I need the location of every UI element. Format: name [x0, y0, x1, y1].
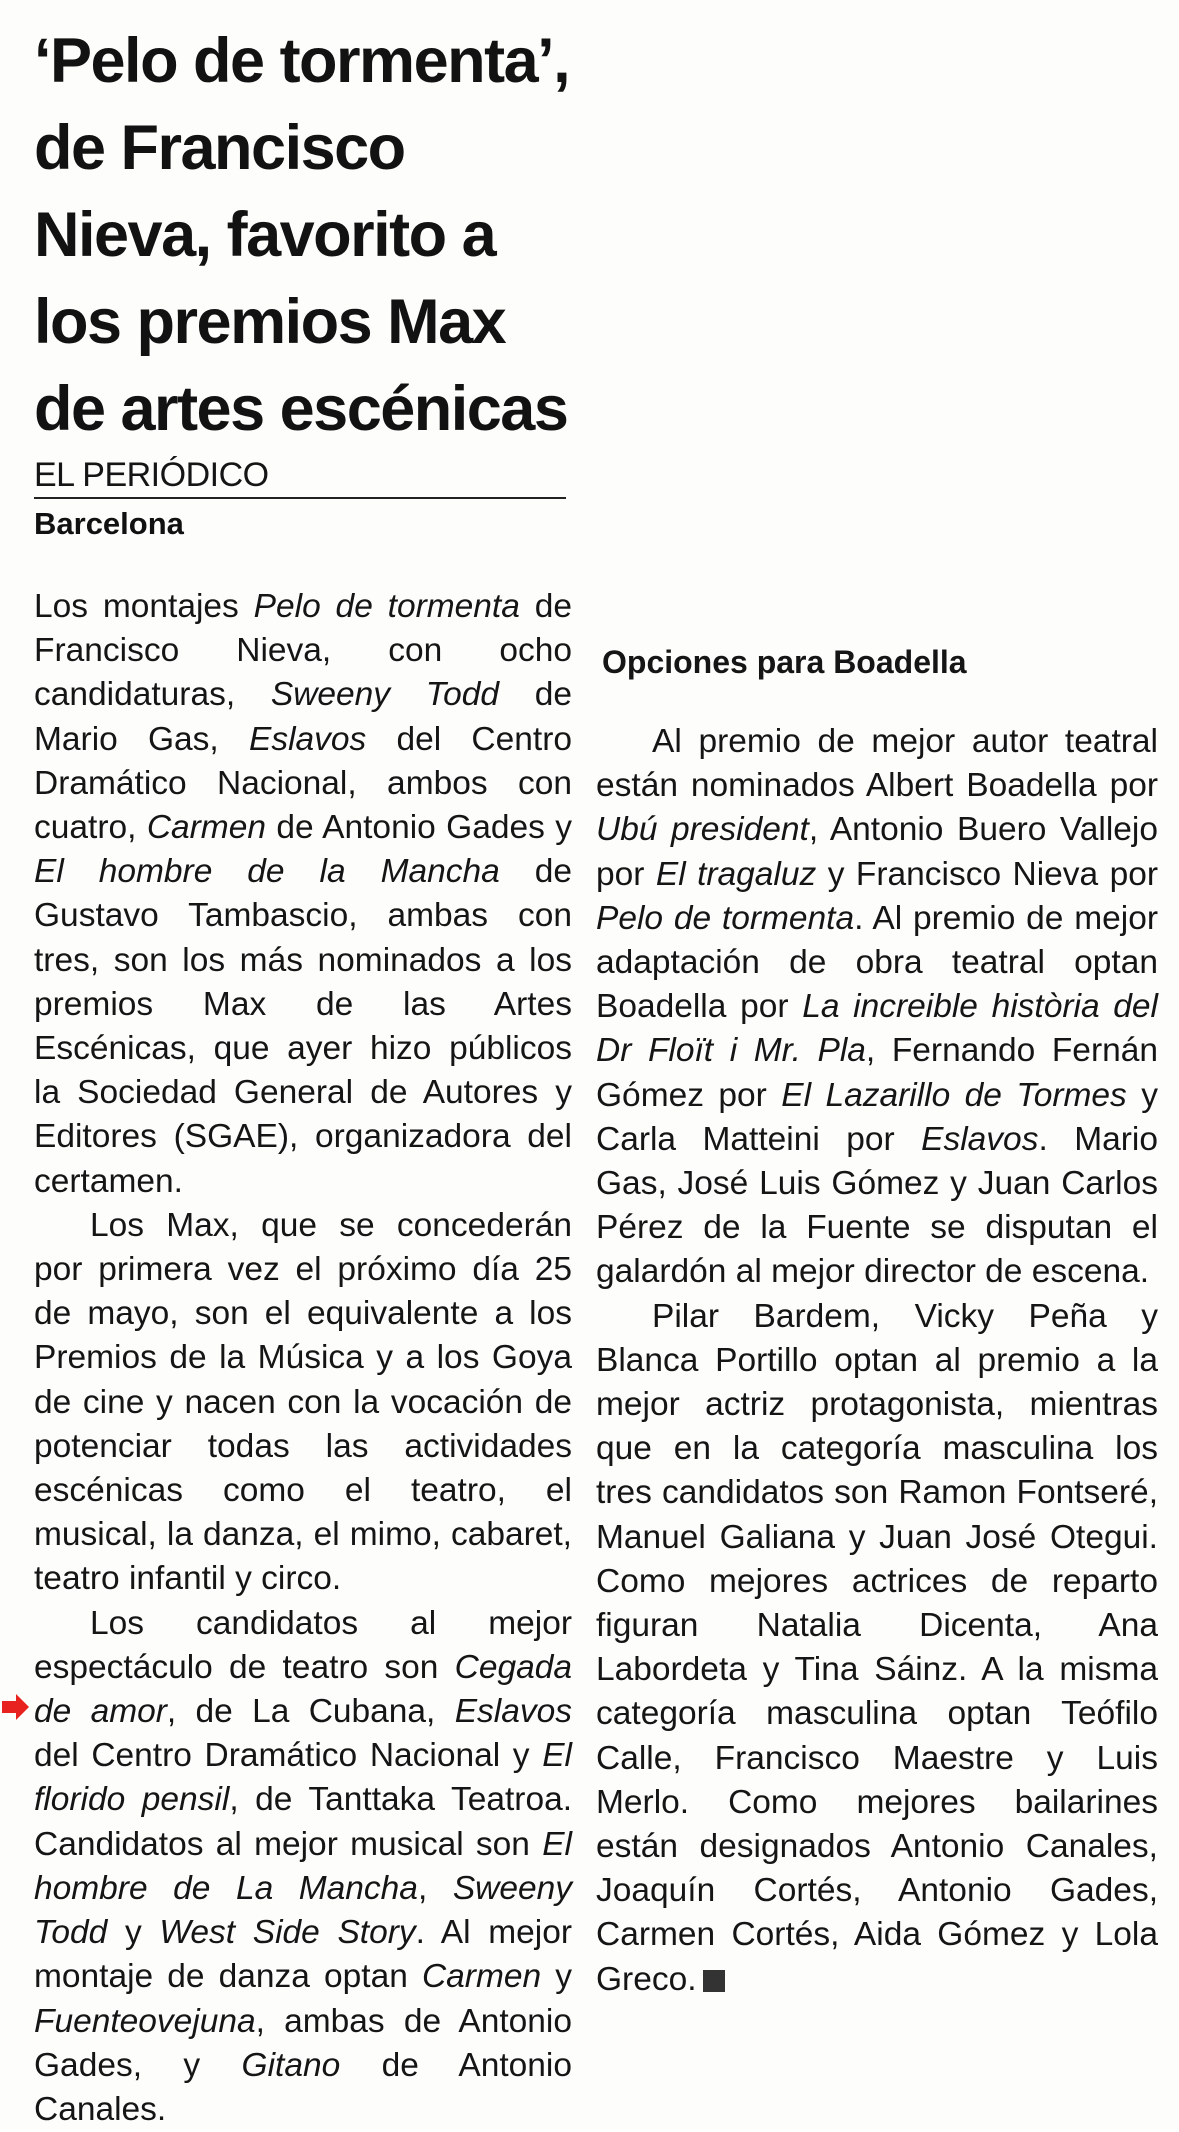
text-run: . Al premio de mejor adaptación de obra teatral optan Boadella por	[596, 899, 1158, 1026]
work-title: Fuenteovejuna	[34, 2002, 256, 2040]
end-of-article-icon	[703, 1970, 725, 1992]
text-run: , de La Cubana,	[166, 1693, 455, 1731]
text-run: del Centro Dramático Nacional, ambos con cuatro,	[34, 720, 572, 847]
text-run: , Antonio Buero Vallejo por	[596, 811, 1158, 893]
work-title: El Lazarillo de Tormes	[781, 1076, 1127, 1114]
headline-line: Nieva, favorito a	[34, 200, 496, 270]
work-title: El tragaluz	[655, 855, 817, 893]
work-title: Eslavos	[454, 1693, 572, 1731]
text-run: de Antonio Gades y	[265, 809, 572, 847]
text-run: Los candidatos al mejor espectáculo de teatro son	[34, 1604, 572, 1686]
text-run: . Al mejor montaje de danza optan	[34, 1914, 572, 1996]
subheading: Opciones para Boadella	[602, 644, 967, 680]
text-run: ,	[417, 1869, 453, 1907]
paragraph	[596, 720, 1158, 1295]
paragraph	[34, 1602, 572, 2132]
text-run: Los montajes	[34, 588, 254, 625]
work-title: Eslavos	[248, 720, 367, 758]
text-run: Los Max, que se concederán por primera vez el próximo día 25 de mayo, son el equivalente a los Premios de la Música y a los Goya de cine y nacen con la vocación de potenciar todas las actividades escénicas como el teatro, el musical, la danza, el mimo, cabaret, teatro infantil y circo.	[34, 1206, 572, 1598]
work-title: La increible història del Dr Floït i Mr. Pla	[596, 988, 1159, 1070]
source-name: EL PERIÓDICO	[34, 455, 566, 499]
text-run: y	[107, 1914, 160, 1952]
text-run: y Francisco Nieva por	[816, 855, 1159, 893]
text-run: de Mario Gas,	[34, 676, 572, 758]
right-column	[596, 720, 1158, 2002]
work-title: Ubú president	[596, 811, 809, 849]
text-run: , de Tanttaka Teatroa. Candidatos al mejor musical son	[34, 1781, 573, 1863]
work-title: Sweeny Todd	[34, 1869, 572, 1952]
headline	[34, 18, 594, 453]
dateline: Barcelona	[34, 506, 184, 541]
text-run: . Mario Gas, José Luis Gómez y Juan Carlos Pérez de la Fuente se disputan el galardón al mejor director de escena.	[596, 1120, 1158, 1291]
text-run: y	[541, 1958, 572, 1996]
text-run: , Fernando Fernán Gómez por	[596, 1032, 1158, 1114]
paragraph	[596, 1295, 1158, 2002]
work-title: El florido pensil	[34, 1737, 572, 1819]
red-arrow-marker-icon	[2, 1692, 30, 1722]
work-title: West Side Story	[159, 1914, 416, 1952]
left-column	[34, 585, 572, 2132]
text-run: de Gustavo Tambascio, ambas con tres, son los más nominados a los premios Max de las Artes Escénicas, que ayer hizo públicos la Sociedad General de Autores y Editores (SGAE), organizadora del certamen.	[34, 853, 572, 1200]
work-title: Eslavos	[921, 1120, 1039, 1158]
headline-line: de Francisco	[34, 113, 405, 183]
text-run: de Francisco Nieva, con ocho candidaturas,	[34, 588, 572, 714]
text-run: y Carla Matteini por	[596, 1076, 1158, 1158]
text-run: , ambas de Antonio Gades, y	[34, 2002, 572, 2084]
byline	[34, 455, 566, 545]
headline-line: los premios Max	[34, 287, 506, 357]
text-run: del Centro Dramático Nacional y	[34, 1737, 543, 1775]
work-title: Carmen	[146, 809, 266, 847]
work-title: Pelo de tormenta	[596, 899, 855, 937]
paragraph	[34, 1204, 572, 1602]
text-run: Pilar Bardem, Vicky Peña y Blanca Portillo optan al premio a la mejor actriz protagonista, mientras que en la categoría masculina los tres candidatos son Ramon Fontseré, Manuel Galiana y Juan José Otegui. Como mejores actrices de reparto figuran Natalia Dicenta, Ana Labordeta y Tina Sáinz. A la misma categoría masculina optan Teófilo Calle, Francisco Maestre y Luis Merlo. Como mejores bailarines están designados Antonio Canales, Joaquín Cortés, Antonio Gades, Carmen Cortés, Aida Gómez y Lola Greco.	[596, 1297, 1158, 1998]
paragraph	[34, 585, 572, 1204]
work-title: Sweeny Todd	[270, 676, 500, 714]
headline-line: de artes escénicas	[34, 374, 568, 444]
work-title: El hombre de la Mancha	[34, 853, 500, 891]
work-title: Pelo de tormenta	[253, 588, 520, 625]
work-title: El hombre de La Mancha	[34, 1825, 572, 1907]
work-title: Gitano	[241, 2046, 341, 2084]
text-run: Al premio de mejor autor teatral están nominados Albert Boadella por	[596, 723, 1158, 805]
headline-line: ‘Pelo de tormenta’,	[34, 26, 570, 96]
work-title: Carmen	[421, 1958, 542, 1996]
text-run: de Antonio Canales.	[34, 2046, 572, 2128]
work-title: Cegada de amor	[34, 1648, 572, 1731]
